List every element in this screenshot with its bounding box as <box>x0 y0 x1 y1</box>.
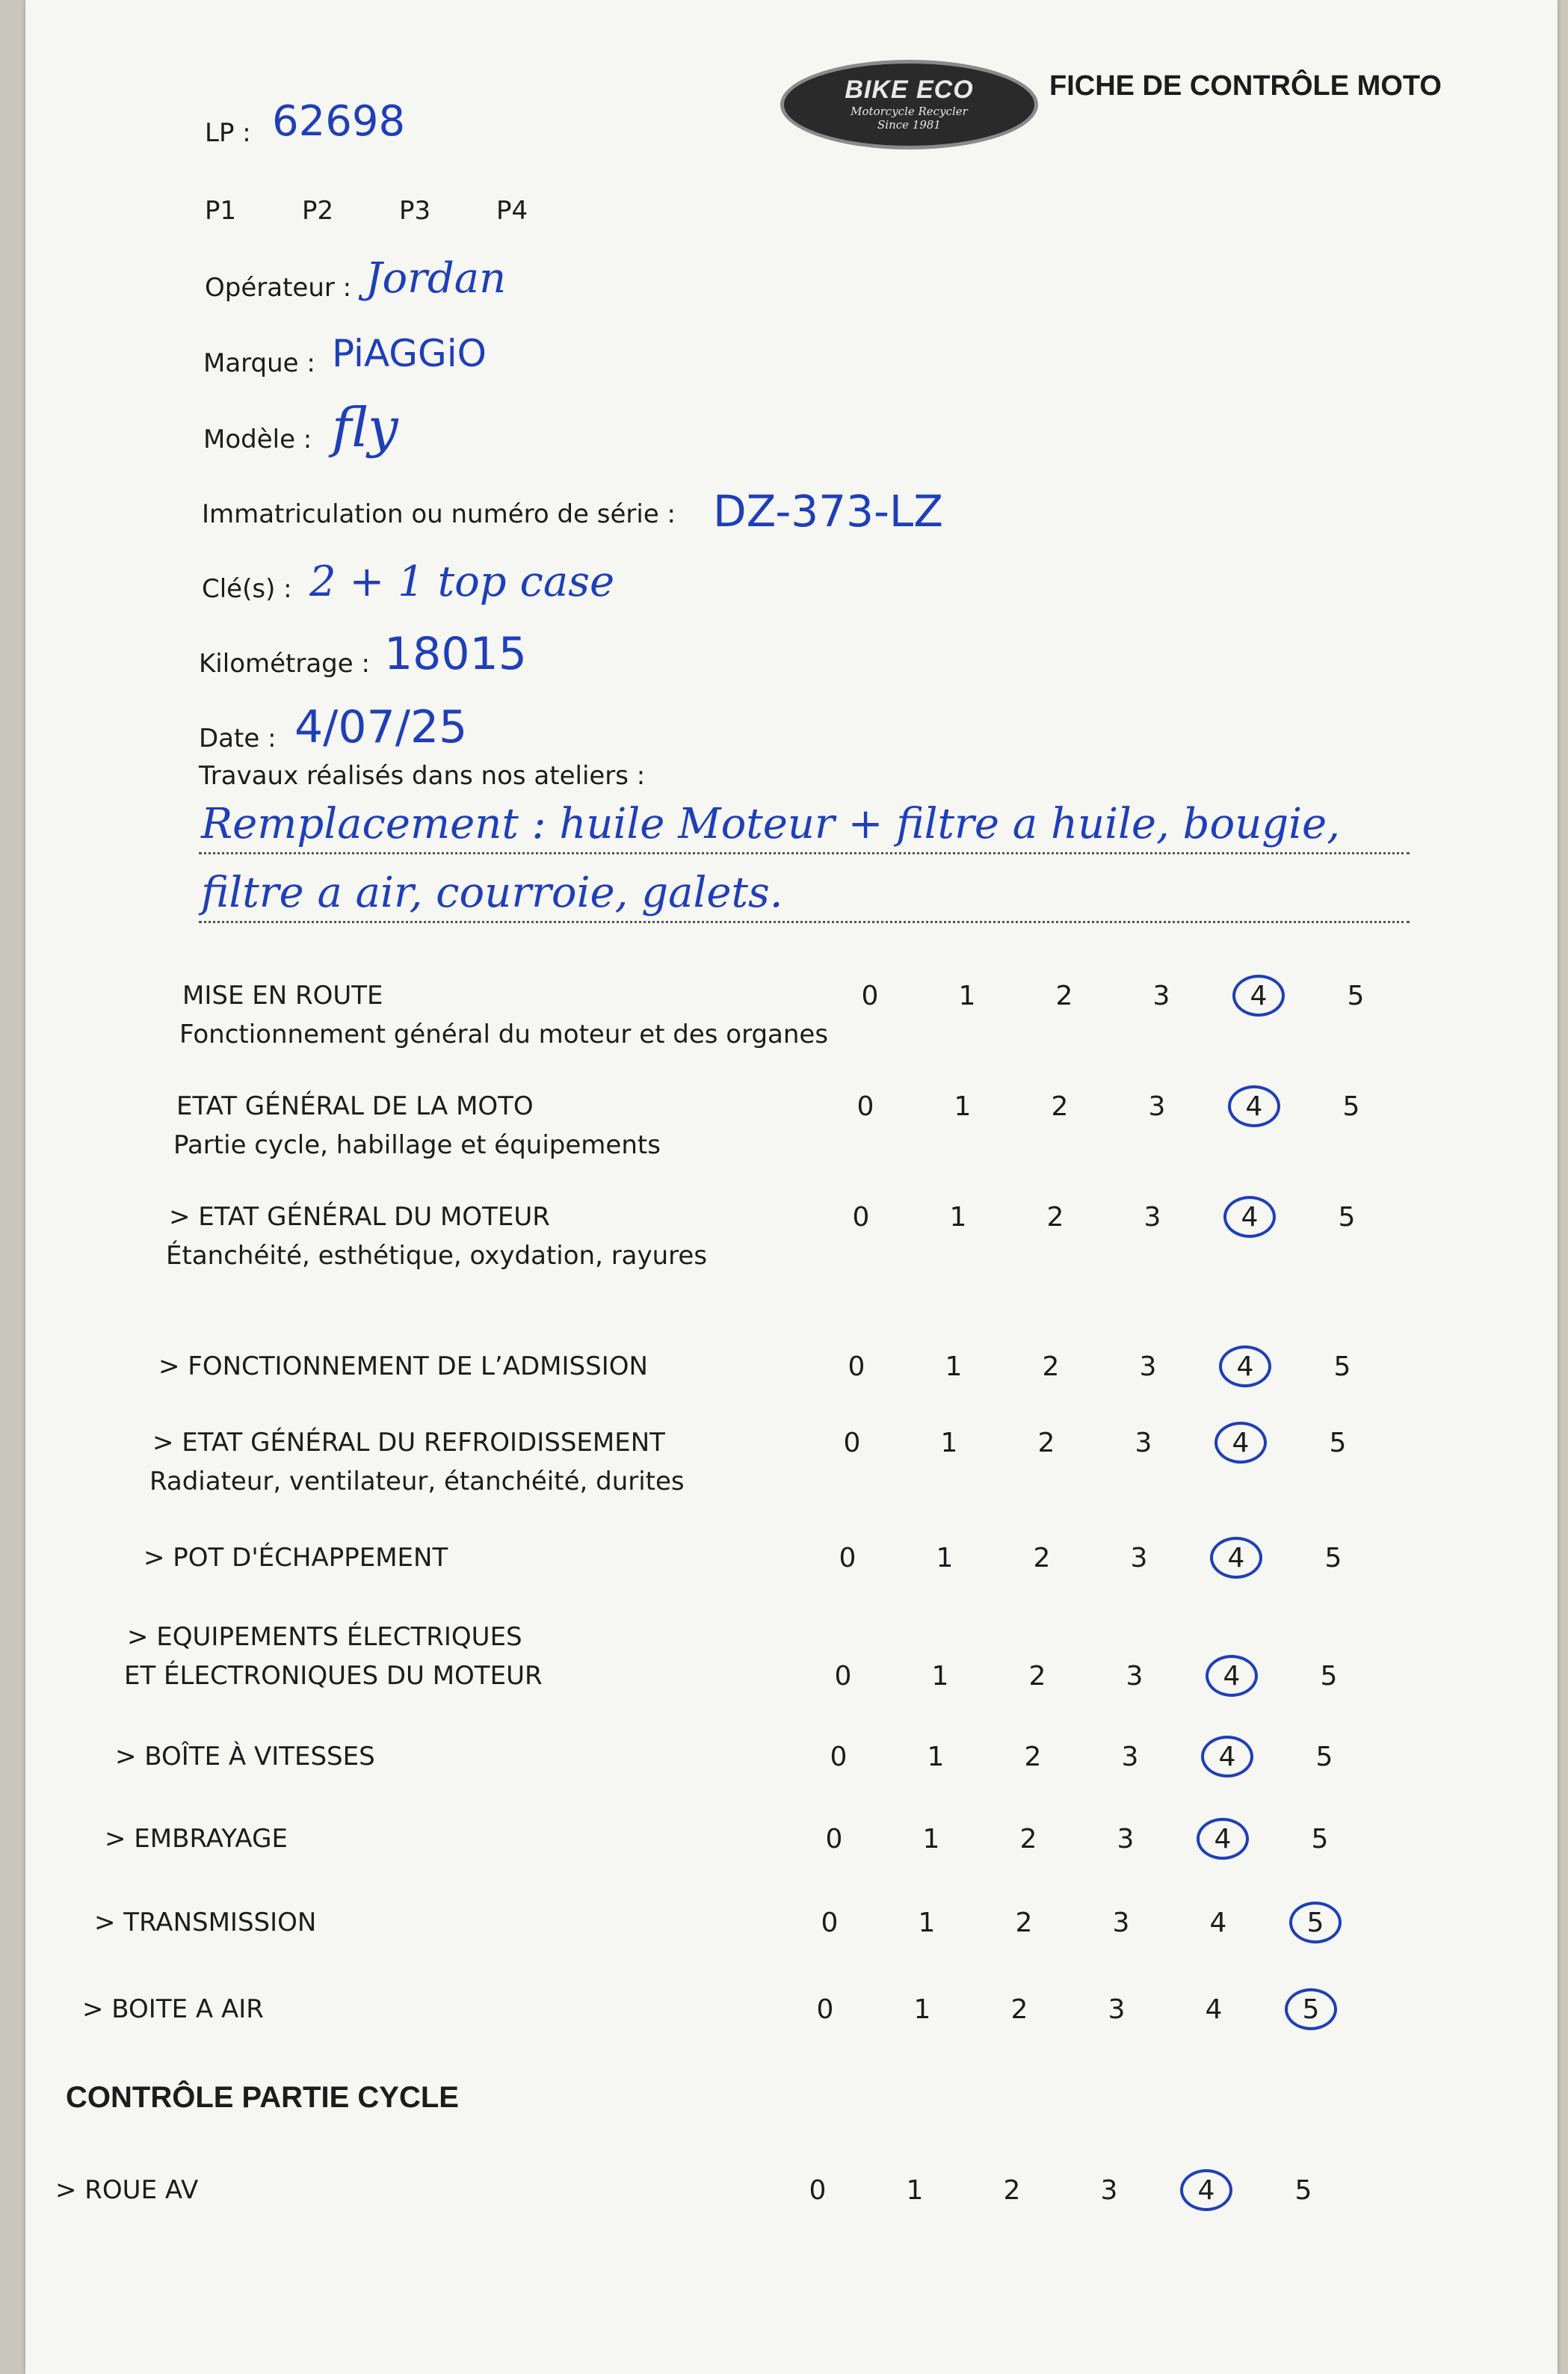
row-score-4-2[interactable]: 2 <box>1037 1428 1055 1458</box>
row-sublabel-2: Étanchéité, esthétique, oxydation, rayures <box>166 1241 708 1271</box>
date-label: Date : <box>199 724 277 753</box>
cycle-row-score-0-2[interactable]: 2 <box>1003 2175 1021 2206</box>
logo-tagline: Motorcycle Recycler <box>851 105 968 118</box>
bike-eco-logo <box>780 60 1038 149</box>
row-score-10-2[interactable]: 2 <box>1010 1994 1028 2025</box>
keys-label: Clé(s) : <box>202 574 292 604</box>
row-selected-circle-1 <box>1228 1085 1280 1127</box>
row-score-7-4[interactable]: 4 <box>1218 1742 1236 1772</box>
p2-label: P2 <box>302 196 334 226</box>
row-score-0-0[interactable]: 0 <box>861 981 879 1011</box>
row-score-3-2[interactable]: 2 <box>1042 1351 1060 1382</box>
row-selected-circle-0 <box>1232 975 1285 1017</box>
row-score-0-4[interactable]: 4 <box>1250 981 1268 1011</box>
brand-label: Marque : <box>203 348 315 378</box>
page-title: FICHE DE CONTRÔLE MOTO <box>1049 70 1442 102</box>
row-score-2-4[interactable]: 4 <box>1241 1202 1259 1233</box>
row-score-4-1[interactable]: 1 <box>940 1428 958 1458</box>
row-selected-circle-9 <box>1289 1902 1342 1943</box>
row-selected-circle-6 <box>1206 1655 1258 1697</box>
row-score-8-4[interactable]: 4 <box>1214 1824 1232 1855</box>
cycle-row-label-0: > ROUE AV <box>55 2175 199 2205</box>
works-line-2 <box>199 921 1410 923</box>
cycle-row-score-0-0[interactable]: 0 <box>809 2175 827 2206</box>
row-score-10-3[interactable]: 3 <box>1108 1994 1126 2025</box>
row-score-9-0[interactable]: 0 <box>821 1908 839 1938</box>
keys-value: 2 + 1 top case <box>309 558 615 606</box>
p3-label: P3 <box>399 196 431 226</box>
row-score-2-3[interactable]: 3 <box>1143 1202 1161 1233</box>
row-sublabel-6: ET ÉLECTRONIQUES DU MOTEUR <box>124 1661 543 1691</box>
plate-value: DZ-373-LZ <box>713 486 943 537</box>
row-score-6-1[interactable]: 1 <box>931 1661 949 1692</box>
row-score-2-0[interactable]: 0 <box>852 1202 870 1233</box>
row-score-1-5[interactable]: 5 <box>1342 1091 1360 1122</box>
cycle-row-score-0-3[interactable]: 3 <box>1100 2175 1118 2206</box>
row-score-10-5[interactable]: 5 <box>1302 1994 1320 2025</box>
row-score-7-0[interactable]: 0 <box>830 1742 848 1772</box>
row-score-10-4[interactable]: 4 <box>1205 1994 1223 2025</box>
row-score-7-5[interactable]: 5 <box>1315 1742 1333 1772</box>
row-label-4: > ETAT GÉNÉRAL DU REFROIDISSEMENT <box>152 1428 665 1458</box>
model-label: Modèle : <box>203 425 312 454</box>
logo-brand: BIKE ECO <box>845 75 974 104</box>
row-score-0-5[interactable]: 5 <box>1347 981 1365 1011</box>
row-score-5-2[interactable]: 2 <box>1033 1543 1051 1573</box>
row-sublabel-0: Fonctionnement général du moteur et des organes <box>179 1020 829 1049</box>
row-score-6-4[interactable]: 4 <box>1223 1661 1241 1692</box>
row-label-6: > EQUIPEMENTS ÉLECTRIQUES <box>127 1622 522 1652</box>
row-score-9-2[interactable]: 2 <box>1015 1908 1033 1938</box>
row-score-5-1[interactable]: 1 <box>936 1543 954 1573</box>
row-score-8-2[interactable]: 2 <box>1019 1824 1037 1855</box>
row-selected-circle-3 <box>1219 1345 1271 1387</box>
row-score-4-0[interactable]: 0 <box>843 1428 861 1458</box>
row-score-0-3[interactable]: 3 <box>1152 981 1170 1011</box>
works-text-2: filtre a air, courroie, galets. <box>201 869 783 917</box>
row-score-5-3[interactable]: 3 <box>1130 1543 1148 1573</box>
row-score-8-3[interactable]: 3 <box>1117 1824 1135 1855</box>
row-score-6-5[interactable]: 5 <box>1320 1661 1338 1692</box>
row-selected-circle-7 <box>1201 1736 1253 1778</box>
model-value: fly <box>332 396 398 459</box>
row-score-0-2[interactable]: 2 <box>1055 981 1073 1011</box>
row-score-5-5[interactable]: 5 <box>1324 1543 1342 1573</box>
row-label-2: > ETAT GÉNÉRAL DU MOTEUR <box>169 1202 550 1232</box>
row-score-0-1[interactable]: 1 <box>958 981 976 1011</box>
row-score-4-3[interactable]: 3 <box>1135 1428 1152 1458</box>
plate-label: Immatriculation ou numéro de série : <box>202 499 676 529</box>
works-label: Travaux réalisés dans nos ateliers : <box>199 761 646 791</box>
row-score-3-1[interactable]: 1 <box>945 1351 963 1382</box>
row-score-6-2[interactable]: 2 <box>1028 1661 1046 1692</box>
lp-value: 62698 <box>272 97 406 146</box>
row-score-1-0[interactable]: 0 <box>856 1091 874 1122</box>
row-score-1-2[interactable]: 2 <box>1051 1091 1069 1122</box>
row-score-8-1[interactable]: 1 <box>922 1824 940 1855</box>
cycle-row-score-0-5[interactable]: 5 <box>1294 2175 1312 2206</box>
row-selected-circle-2 <box>1223 1196 1276 1238</box>
row-score-7-2[interactable]: 2 <box>1024 1742 1042 1772</box>
row-label-8: > EMBRAYAGE <box>105 1824 288 1854</box>
row-score-9-4[interactable]: 4 <box>1209 1908 1227 1938</box>
row-score-9-1[interactable]: 1 <box>918 1908 936 1938</box>
p4-label: P4 <box>496 196 528 226</box>
date-value: 4/07/25 <box>294 701 468 753</box>
row-score-5-4[interactable]: 4 <box>1227 1543 1245 1573</box>
cycle-row-score-0-4[interactable]: 4 <box>1197 2175 1215 2206</box>
row-score-4-4[interactable]: 4 <box>1232 1428 1250 1458</box>
row-label-10: > BOITE A AIR <box>82 1994 264 2024</box>
row-score-6-0[interactable]: 0 <box>834 1661 852 1692</box>
row-label-0: MISE EN ROUTE <box>182 981 383 1011</box>
row-selected-circle-5 <box>1210 1537 1262 1579</box>
row-score-1-3[interactable]: 3 <box>1148 1091 1166 1122</box>
row-label-1: ETAT GÉNÉRAL DE LA MOTO <box>176 1091 534 1121</box>
row-label-9: > TRANSMISSION <box>94 1908 317 1937</box>
row-score-2-1[interactable]: 1 <box>949 1202 967 1233</box>
operator-value: Jordan <box>365 254 507 303</box>
row-score-10-0[interactable]: 0 <box>816 1994 834 2025</box>
row-label-7: > BOÎTE À VITESSES <box>115 1742 375 1772</box>
row-score-5-0[interactable]: 0 <box>839 1543 856 1573</box>
row-score-6-3[interactable]: 3 <box>1126 1661 1143 1692</box>
lp-label: LP : <box>205 118 251 148</box>
row-selected-circle-4 <box>1214 1422 1267 1464</box>
row-label-3: > FONCTIONNEMENT DE L’ADMISSION <box>158 1351 648 1381</box>
row-sublabel-1: Partie cycle, habillage et équipements <box>173 1130 661 1160</box>
row-score-2-2[interactable]: 2 <box>1046 1202 1064 1233</box>
cycle-row-selected-circle-0 <box>1180 2169 1232 2211</box>
row-score-8-0[interactable]: 0 <box>825 1824 843 1855</box>
row-score-1-4[interactable]: 4 <box>1245 1091 1263 1122</box>
row-label-5: > POT D'ÉCHAPPEMENT <box>143 1543 448 1573</box>
control-sheet <box>25 0 1558 2374</box>
p1-label: P1 <box>205 196 237 226</box>
row-score-3-3[interactable]: 3 <box>1139 1351 1157 1382</box>
row-score-3-4[interactable]: 4 <box>1236 1351 1254 1382</box>
row-score-1-1[interactable]: 1 <box>954 1091 972 1122</box>
row-score-2-5[interactable]: 5 <box>1338 1202 1356 1233</box>
row-score-4-5[interactable]: 5 <box>1329 1428 1347 1458</box>
row-sublabel-4: Radiateur, ventilateur, étanchéité, durites <box>149 1467 685 1496</box>
logo-since: Since 1981 <box>877 118 941 132</box>
km-label: Kilométrage : <box>199 649 370 679</box>
km-value: 18015 <box>384 628 527 680</box>
cycle-section-title: CONTRÔLE PARTIE CYCLE <box>66 2081 459 2114</box>
row-score-7-3[interactable]: 3 <box>1121 1742 1139 1772</box>
row-score-9-5[interactable]: 5 <box>1306 1908 1324 1938</box>
row-selected-circle-8 <box>1197 1818 1249 1860</box>
cycle-row-score-0-1[interactable]: 1 <box>906 2175 924 2206</box>
operator-label: Opérateur : <box>205 273 352 303</box>
row-score-3-0[interactable]: 0 <box>848 1351 865 1382</box>
row-score-8-5[interactable]: 5 <box>1311 1824 1329 1855</box>
row-score-3-5[interactable]: 5 <box>1333 1351 1351 1382</box>
works-text-1: Remplacement : huile Moteur + filtre a huile, bougie, <box>201 800 1340 848</box>
works-line-1 <box>199 852 1410 854</box>
row-score-9-3[interactable]: 3 <box>1112 1908 1130 1938</box>
brand-value: PiAGGiO <box>332 332 487 375</box>
row-score-7-1[interactable]: 1 <box>927 1742 945 1772</box>
row-score-10-1[interactable]: 1 <box>913 1994 931 2025</box>
row-selected-circle-10 <box>1285 1988 1337 2030</box>
